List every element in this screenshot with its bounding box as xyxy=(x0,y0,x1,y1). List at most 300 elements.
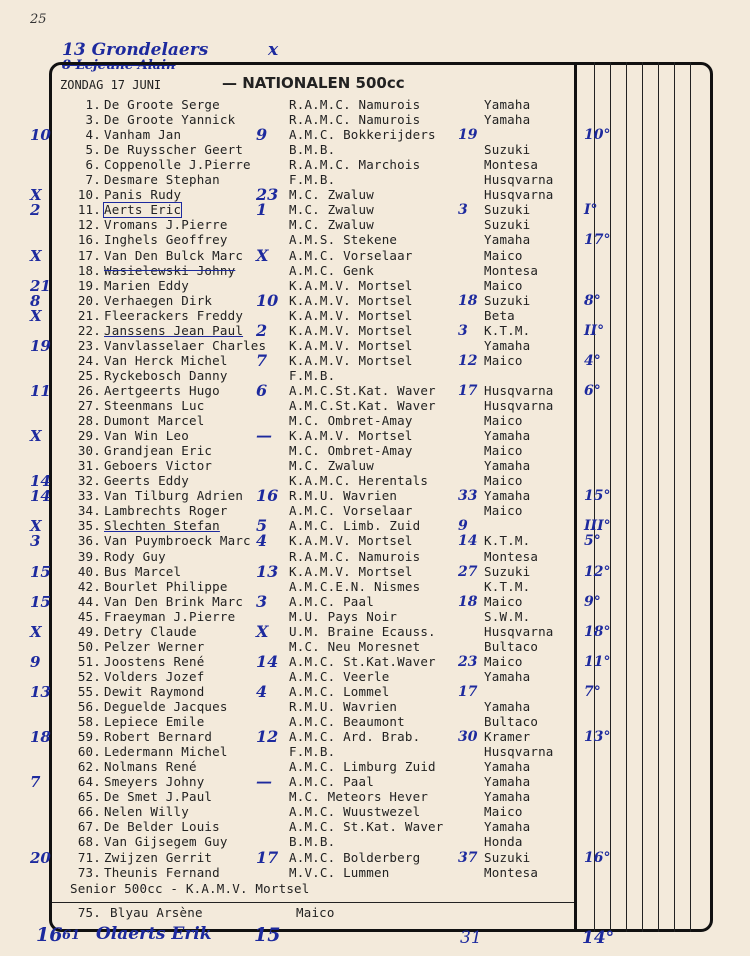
motorcycle-make: Suzuki xyxy=(484,293,531,308)
rider-name: Deguelde Jacques xyxy=(104,699,228,714)
rider-name: Van Win Leo xyxy=(104,428,189,443)
entry-number: 20. xyxy=(77,293,101,308)
rider-name: Lambrechts Roger xyxy=(104,503,228,518)
entry-number: 44. xyxy=(77,594,101,609)
motorcycle-make: K.T.M. xyxy=(484,579,531,594)
rider-name: Fraeyman J.Pierre xyxy=(104,609,236,624)
heat-rank-note: 14 xyxy=(30,487,51,505)
rider-name: Van Den Bulck Marc xyxy=(104,248,244,263)
entry-number: 39. xyxy=(77,549,101,564)
rider-name: Wasielewski Johny xyxy=(104,263,236,278)
rider-name: Nolmans René xyxy=(104,759,197,774)
cross-mark: x xyxy=(268,40,279,60)
motorcycle-make: Bultaco xyxy=(484,639,539,654)
heat-score-note: 9 xyxy=(256,125,268,144)
footer-divider xyxy=(52,902,574,903)
rider-name: Verhaegen Dirk xyxy=(104,293,213,308)
club-name: A.M.C. Lommel xyxy=(289,684,390,699)
entry-number: 49. xyxy=(77,624,101,639)
heat-rank-note: 21 xyxy=(30,277,51,295)
total-score-note: 17 xyxy=(458,684,478,700)
motorcycle-make: Yamaha xyxy=(484,338,531,353)
entry-number: 4. xyxy=(85,127,101,142)
club-name: A.M.C.E.N. Nismes xyxy=(289,579,421,594)
motorcycle-make: Maico xyxy=(484,278,523,293)
motorcycle-make: Beta xyxy=(484,308,515,323)
entry-number: 62. xyxy=(77,759,101,774)
heat-rank-note: X xyxy=(30,427,42,445)
club-name: M.C. Ombret-Amay xyxy=(289,443,413,458)
rider-name: Joostens René xyxy=(104,654,205,669)
rider-name: Rody Guy xyxy=(104,549,166,564)
club-name: A.M.C. Veerle xyxy=(289,669,390,684)
heat-rank-note: 18 xyxy=(30,728,51,746)
rider-name: Aertgeerts Hugo xyxy=(104,383,220,398)
heat-score-note: 16 xyxy=(256,486,279,505)
bottom-name-note: Olaerts Erik xyxy=(96,924,212,944)
motorcycle-make: Suzuki xyxy=(484,142,531,157)
entry-number: 23. xyxy=(77,338,101,353)
entry-number: 45. xyxy=(77,609,101,624)
club-name: M.U. Pays Noir xyxy=(289,609,398,624)
entry-number: 22. xyxy=(77,323,101,338)
rider-name: Ledermann Michel xyxy=(104,744,228,759)
rider-name: Robert Bernard xyxy=(104,729,213,744)
club-name: R.A.M.C. Namurois xyxy=(289,97,421,112)
club-name: A.M.C. Vorselaar xyxy=(289,503,413,518)
heat-score-note: 1 xyxy=(256,200,268,219)
bottom-rank: 16 xyxy=(36,924,63,946)
heat-score-note: 7 xyxy=(256,351,268,370)
rider-name: Detry Claude xyxy=(104,624,197,639)
motorcycle-make: Husqvarna xyxy=(484,744,554,759)
rider-name: Fleerackers Freddy xyxy=(104,308,244,323)
motorcycle-make: Yamaha xyxy=(484,458,531,473)
rider-name: Van Herck Michel xyxy=(104,353,228,368)
club-name: A.M.C. St.Kat. Waver xyxy=(289,819,444,834)
heat-rank-note: 15 xyxy=(30,593,51,611)
heat-rank-note: X xyxy=(30,307,42,325)
club-name: K.A.M.V. Mortsel xyxy=(289,338,413,353)
entry-number: 25. xyxy=(77,368,101,383)
entry-number: 55. xyxy=(77,684,101,699)
entry-number: 50. xyxy=(77,639,101,654)
heat-score-note: 14 xyxy=(256,652,279,671)
entry-number: 12. xyxy=(77,217,101,232)
motorcycle-make: Honda xyxy=(484,834,523,849)
heat-rank-note: 3 xyxy=(30,532,41,550)
final-place-note: 18° xyxy=(584,624,611,640)
rider-name: Inghels Geoffrey xyxy=(104,232,228,247)
heat-score-note: 2 xyxy=(256,321,268,340)
heat-score-note: 4 xyxy=(256,682,268,701)
entry-number: 16. xyxy=(77,232,101,247)
entry-number: 32. xyxy=(77,473,101,488)
entry-number: 64. xyxy=(77,774,101,789)
rider-name: Grandjean Eric xyxy=(104,443,213,458)
entry-number: 28. xyxy=(77,413,101,428)
motorcycle-make: Yamaha xyxy=(484,488,531,503)
motorcycle-make: S.W.M. xyxy=(484,609,531,624)
heat-rank-note: X xyxy=(30,247,42,265)
rider-name: Bourlet Philippe xyxy=(104,579,228,594)
final-place-note: 6° xyxy=(584,383,601,399)
club-name: B.M.B. xyxy=(289,834,336,849)
heat-score-note: X xyxy=(256,622,269,641)
motorcycle-make: Yamaha xyxy=(484,669,531,684)
entry-number: 21. xyxy=(77,308,101,323)
club-name: A.M.C. Limburg Zuid xyxy=(289,759,436,774)
rider-name: Dumont Marcel xyxy=(104,413,205,428)
club-name: K.A.M.V. Mortsel xyxy=(289,278,413,293)
rider-name: Panis Rudy xyxy=(104,187,182,202)
senior-number: 75. xyxy=(77,905,101,920)
club-name: M.V.C. Lummen xyxy=(289,865,390,880)
motorcycle-make: Bultaco xyxy=(484,714,539,729)
final-place-note: 4° xyxy=(584,353,601,369)
senior-name: Blyau Arsène xyxy=(110,905,203,920)
club-name: R.A.M.C. Namurois xyxy=(289,112,421,127)
heat-rank-note: X xyxy=(30,186,42,204)
entry-number: 33. xyxy=(77,488,101,503)
motorcycle-make: Yamaha xyxy=(484,759,531,774)
motorcycle-make: Suzuki xyxy=(484,217,531,232)
motorcycle-make: Yamaha xyxy=(484,819,531,834)
motorcycle-make: Maico xyxy=(484,503,523,518)
rider-name: Vanvlasselaer Charles xyxy=(104,338,267,353)
rider-name: Van Gijsegem Guy xyxy=(104,834,228,849)
club-name: K.A.M.V. Mortsel xyxy=(289,323,413,338)
club-name: K.A.M.C. Herentals xyxy=(289,473,429,488)
rider-name: Zwijzen Gerrit xyxy=(104,850,213,865)
entry-number: 68. xyxy=(77,834,101,849)
column-divider xyxy=(626,62,627,932)
heat-rank-note: 11 xyxy=(30,382,51,400)
heat-score-note: — xyxy=(256,426,272,445)
bottom-extra-number: 61 xyxy=(62,928,81,943)
final-place-note: 9° xyxy=(584,594,601,610)
event-date: ZONDAG 17 JUNI xyxy=(60,78,162,92)
motorcycle-make: Kramer xyxy=(484,729,531,744)
club-name: A.M.C. Genk xyxy=(289,263,374,278)
club-name: B.M.B. xyxy=(289,142,336,157)
entry-number: 10. xyxy=(77,187,101,202)
motorcycle-make: Maico xyxy=(484,654,523,669)
club-name: M.C. Neu Moresnet xyxy=(289,639,421,654)
total-score-note: 18 xyxy=(458,293,478,309)
entry-number: 67. xyxy=(77,819,101,834)
rider-name: De Groote Serge xyxy=(104,97,220,112)
motorcycle-make: K.T.M. xyxy=(484,533,531,548)
heat-score-note: 3 xyxy=(256,592,268,611)
rider-name: Nelen Willy xyxy=(104,804,189,819)
final-place-note: 11° xyxy=(584,654,611,670)
heat-rank-note: 13 xyxy=(30,683,51,701)
entry-number: 59. xyxy=(77,729,101,744)
heat-score-note: 23 xyxy=(256,185,279,204)
entry-number: 7. xyxy=(85,172,101,187)
club-name: K.A.M.V. Mortsel xyxy=(289,428,413,443)
entry-number: 24. xyxy=(77,353,101,368)
bottom-mid-score: 15 xyxy=(254,924,281,946)
rider-name: Ryckebosch Danny xyxy=(104,368,228,383)
club-name: K.A.M.V. Mortsel xyxy=(289,353,413,368)
rider-name: Pelzer Werner xyxy=(104,639,205,654)
rider-name: Aerts Eric xyxy=(104,202,182,217)
club-name: A.M.C. Wuustwezel xyxy=(289,804,421,819)
column-divider xyxy=(642,62,643,932)
club-name: F.M.B. xyxy=(289,368,336,383)
senior-make: Maico xyxy=(296,905,335,920)
heat-rank-note: 9 xyxy=(30,653,41,671)
motorcycle-make: Montesa xyxy=(484,865,539,880)
club-name: K.A.M.V. Mortsel xyxy=(289,308,413,323)
entry-number: 58. xyxy=(77,714,101,729)
total-score-note: 19 xyxy=(458,127,478,143)
final-place-note: 13° xyxy=(584,729,611,745)
motorcycle-make: Yamaha xyxy=(484,699,531,714)
entry-number: 18. xyxy=(77,263,101,278)
entry-number: 31. xyxy=(77,458,101,473)
total-score-note: 30 xyxy=(458,729,478,745)
rider-name: De Belder Louis xyxy=(104,819,220,834)
entry-number: 11. xyxy=(77,202,101,217)
motorcycle-make: Husqvarna xyxy=(484,383,554,398)
club-name: K.A.M.V. Mortsel xyxy=(289,564,413,579)
heat-rank-note: 2 xyxy=(30,201,41,219)
club-name: A.M.C. Ard. Brab. xyxy=(289,729,421,744)
final-place-note: 17° xyxy=(584,232,611,248)
heat-rank-note: 15 xyxy=(30,563,51,581)
heat-score-note: — xyxy=(256,772,272,791)
motorcycle-make: Yamaha xyxy=(484,428,531,443)
motorcycle-make: Maico xyxy=(484,443,523,458)
club-name: F.M.B. xyxy=(289,172,336,187)
club-name: A.M.C. Limb. Zuid xyxy=(289,518,421,533)
heat-score-note: X xyxy=(256,246,269,265)
club-name: U.M. Braine Ecauss. xyxy=(289,624,436,639)
motorcycle-make: Husqvarna xyxy=(484,624,554,639)
heat-score-note: 13 xyxy=(256,562,279,581)
motorcycle-make: Yamaha xyxy=(484,789,531,804)
total-score-note: 9 xyxy=(458,518,468,534)
heat-rank-note: 19 xyxy=(30,337,51,355)
club-name: M.C. Zwaluw xyxy=(289,458,374,473)
motorcycle-make: Yamaha xyxy=(484,774,531,789)
heat-score-note: 4 xyxy=(256,531,268,550)
rider-name: Volders Jozef xyxy=(104,669,205,684)
rider-name: Janssens Jean Paul xyxy=(104,323,244,338)
entry-number: 19. xyxy=(77,278,101,293)
final-place-note: 8° xyxy=(584,293,601,309)
entry-number: 29. xyxy=(77,428,101,443)
heat-rank-note: 14 xyxy=(30,472,51,490)
heat-score-note: 17 xyxy=(256,848,279,867)
total-score-note: 27 xyxy=(458,564,478,580)
rider-name: Van Den Brink Marc xyxy=(104,594,244,609)
final-place-note: II° xyxy=(584,323,605,339)
entry-number: 6. xyxy=(85,157,101,172)
column-divider xyxy=(658,62,659,932)
club-name: M.C. Zwaluw xyxy=(289,202,374,217)
club-name: R.M.U. Wavrien xyxy=(289,699,398,714)
club-name: R.A.M.C. Marchois xyxy=(289,157,421,172)
column-divider xyxy=(674,62,675,932)
rider-name: Bus Marcel xyxy=(104,564,182,579)
entry-number: 1. xyxy=(85,97,101,112)
entry-number: 5. xyxy=(85,142,101,157)
senior-heading: Senior 500cc - K.A.M.V. Mortsel xyxy=(70,881,310,896)
club-name: K.A.M.V. Mortsel xyxy=(289,293,413,308)
motorcycle-make: Maico xyxy=(484,413,523,428)
rider-name: Theunis Fernand xyxy=(104,865,220,880)
club-name: M.C. Zwaluw xyxy=(289,187,374,202)
rider-name: Steenmans Luc xyxy=(104,398,205,413)
club-name: R.A.M.C. Namurois xyxy=(289,549,421,564)
final-place-note: I° xyxy=(584,202,598,218)
club-name: K.A.M.V. Mortsel xyxy=(289,533,413,548)
total-score-note: 17 xyxy=(458,383,478,399)
rider-name: Coppenolle J.Pierre xyxy=(104,157,251,172)
entry-number: 40. xyxy=(77,564,101,579)
rider-name: Marien Eddy xyxy=(104,278,189,293)
motorcycle-make: Maico xyxy=(484,248,523,263)
total-score-note: 3 xyxy=(458,202,468,218)
rider-name: Vanham Jan xyxy=(104,127,182,142)
motorcycle-make: Husqvarna xyxy=(484,172,554,187)
heat-score-note: 10 xyxy=(256,291,279,310)
entry-number: 26. xyxy=(77,383,101,398)
motorcycle-make: Maico xyxy=(484,804,523,819)
heat-rank-note: 20 xyxy=(30,849,51,867)
page-number: 25 xyxy=(30,12,47,27)
rider-name: Desmare Stephan xyxy=(104,172,220,187)
final-place-note: 10° xyxy=(584,127,611,143)
rider-name: Geerts Eddy xyxy=(104,473,189,488)
entry-number: 34. xyxy=(77,503,101,518)
entry-number: 3. xyxy=(85,112,101,127)
bottom-total: 31 xyxy=(460,928,482,948)
motorcycle-make: Montesa xyxy=(484,157,539,172)
heat-rank-note: 7 xyxy=(30,773,41,791)
rider-name: Dewit Raymond xyxy=(104,684,205,699)
club-name: F.M.B. xyxy=(289,744,336,759)
final-place-note: 7° xyxy=(584,684,601,700)
motorcycle-make: Suzuki xyxy=(484,850,531,865)
rider-name: Vromans J.Pierre xyxy=(104,217,228,232)
entry-number: 52. xyxy=(77,669,101,684)
motorcycle-make: Yamaha xyxy=(484,97,531,112)
club-name: M.C. Meteors Hever xyxy=(289,789,429,804)
entry-number: 65. xyxy=(77,789,101,804)
total-score-note: 14 xyxy=(458,533,478,549)
rider-name: Van Tilburg Adrien xyxy=(104,488,244,503)
column-divider xyxy=(690,62,691,932)
motorcycle-make: Husqvarna xyxy=(484,398,554,413)
motorcycle-make: Yamaha xyxy=(484,112,531,127)
final-place-note: 5° xyxy=(584,533,601,549)
rider-name: Slechten Stefan xyxy=(104,518,220,533)
entry-number: 56. xyxy=(77,699,101,714)
club-name: A.M.C. Paal xyxy=(289,774,374,789)
motorcycle-make: Yamaha xyxy=(484,232,531,247)
entry-number: 35. xyxy=(77,518,101,533)
motorcycle-make: Maico xyxy=(484,594,523,609)
rider-name: De Smet J.Paul xyxy=(104,789,213,804)
heat-score-note: 6 xyxy=(256,381,268,400)
club-name: A.M.C. Vorselaar xyxy=(289,248,413,263)
rider-name: De Groote Yannick xyxy=(104,112,236,127)
final-place-note: 16° xyxy=(584,850,611,866)
final-place-note: 12° xyxy=(584,564,611,580)
event-title: — NATIONALEN 500cc xyxy=(222,74,405,92)
heat-rank-note: 8 xyxy=(30,292,41,310)
motorcycle-make: Maico xyxy=(484,473,523,488)
club-name: A.M.S. Stekene xyxy=(289,232,398,247)
rider-name: Lepiece Emile xyxy=(104,714,205,729)
heat-score-note: 5 xyxy=(256,516,268,535)
total-score-note: 23 xyxy=(458,654,478,670)
entry-number: 42. xyxy=(77,579,101,594)
total-score-note: 37 xyxy=(458,850,478,866)
entry-number: 51. xyxy=(77,654,101,669)
entry-number: 30. xyxy=(77,443,101,458)
total-score-note: 3 xyxy=(458,323,468,339)
column-divider-main xyxy=(574,62,577,932)
entry-number: 17. xyxy=(77,248,101,263)
club-name: A.M.C. Bokkerijders xyxy=(289,127,436,142)
club-name: A.M.C.St.Kat. Waver xyxy=(289,398,436,413)
heat-rank-note: X xyxy=(30,623,42,641)
heat-rank-note: X xyxy=(30,517,42,535)
club-name: A.M.C. Bolderberg xyxy=(289,850,421,865)
entry-number: 36. xyxy=(77,533,101,548)
handwritten-note-lejeune: 8 Lejeune Alain xyxy=(62,58,176,73)
motorcycle-make: Maico xyxy=(484,353,523,368)
motorcycle-make: Suzuki xyxy=(484,564,531,579)
entry-number: 66. xyxy=(77,804,101,819)
club-name: A.M.C. St.Kat.Waver xyxy=(289,654,436,669)
rider-name: De Ruysscher Geert xyxy=(104,142,244,157)
motorcycle-make: Montesa xyxy=(484,263,539,278)
entry-number: 73. xyxy=(77,865,101,880)
final-place-note: III° xyxy=(584,518,611,534)
entry-number: 27. xyxy=(77,398,101,413)
club-name: M.C. Ombret-Amay xyxy=(289,413,413,428)
club-name: R.M.U. Wavrien xyxy=(289,488,398,503)
club-name: A.M.C. Beaumont xyxy=(289,714,405,729)
motorcycle-make: K.T.M. xyxy=(484,323,531,338)
rider-name: Geboers Victor xyxy=(104,458,213,473)
entry-number: 71. xyxy=(77,850,101,865)
total-score-note: 33 xyxy=(458,488,478,504)
club-name: A.M.C. Paal xyxy=(289,594,374,609)
motorcycle-make: Montesa xyxy=(484,549,539,564)
bottom-grade: 14° xyxy=(582,928,615,948)
rider-name: Smeyers Johny xyxy=(104,774,205,789)
motorcycle-make: Husqvarna xyxy=(484,187,554,202)
rider-name: Van Puymbroeck Marc xyxy=(104,533,251,548)
entry-number: 60. xyxy=(77,744,101,759)
motorcycle-make: Suzuki xyxy=(484,202,531,217)
final-place-note: 15° xyxy=(584,488,611,504)
handwritten-note-grondelaers: 13 Grondelaers xyxy=(62,40,209,60)
club-name: A.M.C.St.Kat. Waver xyxy=(289,383,436,398)
total-score-note: 18 xyxy=(458,594,478,610)
total-score-note: 12 xyxy=(458,353,478,369)
heat-score-note: 12 xyxy=(256,727,279,746)
club-name: M.C. Zwaluw xyxy=(289,217,374,232)
